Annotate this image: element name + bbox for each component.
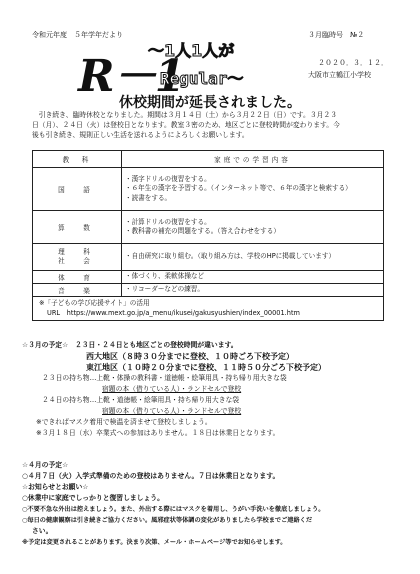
subject-cell: 理 科 社 会 (33, 244, 122, 271)
schedule-change-note: ※予定は変更されることがあります。決まり次第、メール・ホームページ等でお知らせします。 (22, 539, 287, 546)
mask-note: ※できればマスク着用で検温を済ませて登校しましょう。 (36, 418, 212, 426)
footer-note: ※「子どもの学び応援サイト」の活用 (39, 299, 150, 307)
content-line: ・体づくり、柔軟体操など (125, 272, 205, 281)
table-row (33, 244, 384, 271)
march-schedule (22, 340, 402, 439)
study-table (32, 150, 384, 321)
notice-heading: ☆お知らせとお願い☆ (22, 483, 89, 491)
subject-cell: 体 育 (33, 271, 122, 284)
intro-line: 後も引き続き、規則正しい生活を送れるようによろしくお願いします。 (32, 131, 249, 139)
content-line: ・漢字ドリルの復習をする。 (125, 174, 211, 183)
study-support-link[interactable]: URL https://www.mext.go.jp/a_menu/ikusei/gakusyushien/index_00001.htm (47, 308, 300, 317)
content-line: ・読書をする。 (125, 193, 172, 202)
health-note-1: ○毎日の健康観察は引き続きご協力ください。風邪症状等体調の変化がありましたら学校までご連絡くだ (22, 517, 313, 524)
content-line: ・計算ドリルの復習をする。 (125, 217, 211, 226)
subject-cell: 国 語 (33, 168, 122, 211)
content-line: ・６年生の漢字を予習する。（インターネット等で、６年の漢字と検索する） (125, 184, 352, 193)
intro-paragraph (32, 110, 384, 140)
content-cell (122, 244, 384, 271)
table-row (33, 168, 384, 211)
outing-note: ○不要不急な外出は控えましょう。また、外出する際にはマスクを着用し、うがい手洗いを徹底しましょう。 (22, 506, 325, 513)
items-23-line1: ２３日の持ち物…上靴・体操の教科書・道徳帳・絵筆用具・持ち帰り用大きな袋 (42, 374, 287, 382)
table-row (33, 271, 384, 284)
health-note-2: さい。 (32, 527, 53, 535)
content-cell (122, 284, 384, 297)
school-name: 大阪市立鶴江小学校 (308, 71, 371, 79)
table-row (33, 211, 384, 244)
march-heading: ☆３月の予定☆ ２３日・２４日とも地区ごとの登校時間が違います。 (22, 341, 238, 349)
table-row (33, 297, 384, 321)
table-header-content: 家庭での学習内容 (122, 151, 384, 168)
issue-number: ３月臨時号 №２ (308, 31, 365, 39)
table-header-subject: 教 科 (33, 151, 122, 168)
subject-cell: 音 楽 (33, 284, 122, 297)
subject-cell: 算 数 (33, 211, 122, 244)
west-district-time: 西大地区（８時３０分までに登校、１０時ごろ下校予定） (86, 352, 294, 361)
table-row (33, 284, 384, 297)
issue-date: ２０２０．３．１２． (318, 59, 388, 67)
content-cell (122, 168, 384, 211)
april-schedule (22, 460, 404, 548)
items-24-line1: ２４日の持ち物…上靴・道徳帳・絵筆用具・持ち帰り用大きな袋 (42, 396, 240, 404)
april-heading: ☆４月の予定☆ (22, 461, 69, 469)
graduation-note: ※３月１８日（水）卒業式への参加はありません。１８日は休業日となります。 (36, 429, 280, 437)
content-line: ・自由研究に取り組む。（取り組み方は、学校のHPに掲載しています） (125, 252, 336, 261)
table-footer (33, 297, 384, 321)
content-line: ・教科書の補充の問題をする。（答え合わせをする） (125, 227, 280, 235)
intro-line: 日（月）、２４日（火）は登校日となります。教室３密のため、地区ごとに登校時間が変わります。今 (32, 121, 340, 129)
newsletter-title: R－1 (78, 51, 184, 102)
headline: 休校期間が延長されました。 (119, 95, 301, 111)
content-line: ・リコーダーなどの練習。 (125, 285, 204, 294)
content-cell (122, 211, 384, 244)
school-year-label: 令和元年度 ５年学年だより (32, 31, 123, 39)
east-district-time: 東江地区（１０時２０分までに登校、１１時５０分ごろ下校予定） (86, 363, 326, 372)
items-23-line2: 宿題の本（借りている人）・ランドセルで登校 (102, 385, 242, 393)
content-cell (122, 271, 384, 284)
intro-line: 引き続き、臨時休校となりました。期間は３月１４日（土）から３月２２日（日）です。３月２３ (32, 111, 338, 119)
items-24-line2: 宿題の本（借りている人）・ランドセルで登校 (102, 407, 242, 415)
newsletter-subtitle-2: Regular～ (160, 69, 244, 88)
review-note: ○休業中に家庭でしっかりと復習しましょう。 (22, 494, 164, 502)
newsletter-subtitle-1: ～1人1人が (148, 41, 235, 60)
april-7-note: ○４月７日（火）入学式準備のための登校はありません。７日は休業日となります。 (22, 472, 280, 480)
